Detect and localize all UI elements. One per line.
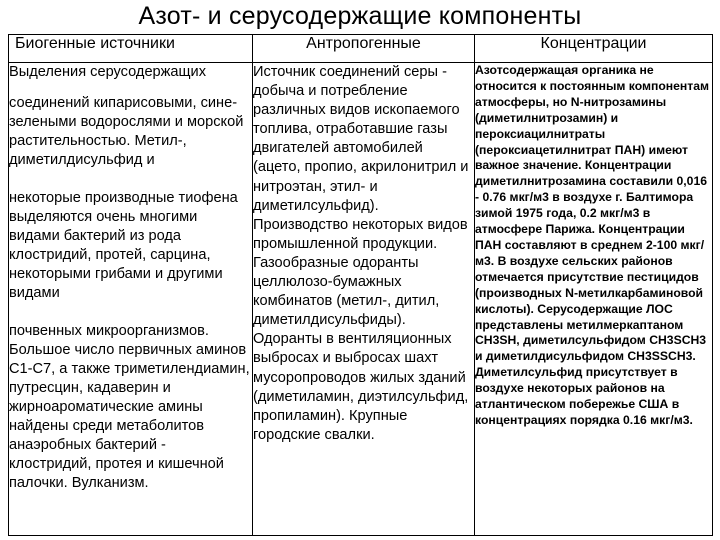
cell-anthropogenic: Источник соединений серы - добыча и потребление различных видов ископаемого топлива, отработавшие газы двигателей автомобилей (ацето, пропио, акрилонитрил и нитроэтан, этил- и диметилсульфид). Производство некоторых видов промышленной продукции. Газообразные одоранты целлюлозо-бумажных комбинатов (метил-, дитил, диметилдисульфиды). Одоранты в вентиляционных выбросах и выбросах шахт мусоропроводов жилых зданий (диметиламин, диэтилсульфид, пропиламин). Крупные городские свалки. [253,63,475,536]
header-anthropogenic: Антропогенные [253,35,475,63]
cell-concentrations: Азотсодержащая органика не относится к постоянным компонентам атмосферы, но N-нитрозамины (диметилнитрозамин) и пероксиацилнитраты (пероксиацетилнитрат ПАН) имеют важное значение. Концентрации диметилнитрозамина составили 0,016 - 0.76 мкг/м3 в воздухе г. Балтимора зимой 1975 года, 0.2 мкг/м3 в атмосфере Парижа. Концентрации ПАН составляют в среднем 2-100 мкг/м3. В воздухе сельских районов отмечается присутствие пестицидов (производных N-метилкарбаминовой кислоты). Серусодержащие ЛОС представлены метилмеркаптаном CH3SH, диметилсульфидом CH3SCH3 и диметилдисульфидом CH3SSCH3. Диметилсульфид присутствует в воздухе некоторых районов на атлантическом побережье США в концентрациях порядка 0.16 мкг/м3. [475,63,713,536]
page-title: Азот- и серусодержащие компоненты [138,2,582,30]
biogenic-paragraph-2: соединений кипарисовыми, сине-зелеными водорослями и морской растительностью. Метил-, диметилдисульфид и [9,95,244,168]
biogenic-paragraph-1: Выделения серусодержащих [9,64,207,80]
header-concentrations: Концентрации [475,35,713,63]
header-biogenic: Биогенные источники [9,35,253,63]
components-table [8,34,713,536]
biogenic-paragraph-4: почвенных микроорганизмов. Большое число первичных аминов С1-С7, а также триметилендиамин, путресцин, кадаверин и жирноароматические амины найдены среди метаболитов анаэробных бактерий - клостридий, протея и кишечной палочки. Вулканизм. [9,323,250,491]
biogenic-paragraph-3: некоторые производные тиофена выделяются очень многими видами бактерий из рода клостридий, протей, сарцина, некоторыми грибами и другими видами [9,190,238,301]
cell-biogenic [9,63,253,536]
content-row [9,63,713,536]
header-row [9,35,713,63]
